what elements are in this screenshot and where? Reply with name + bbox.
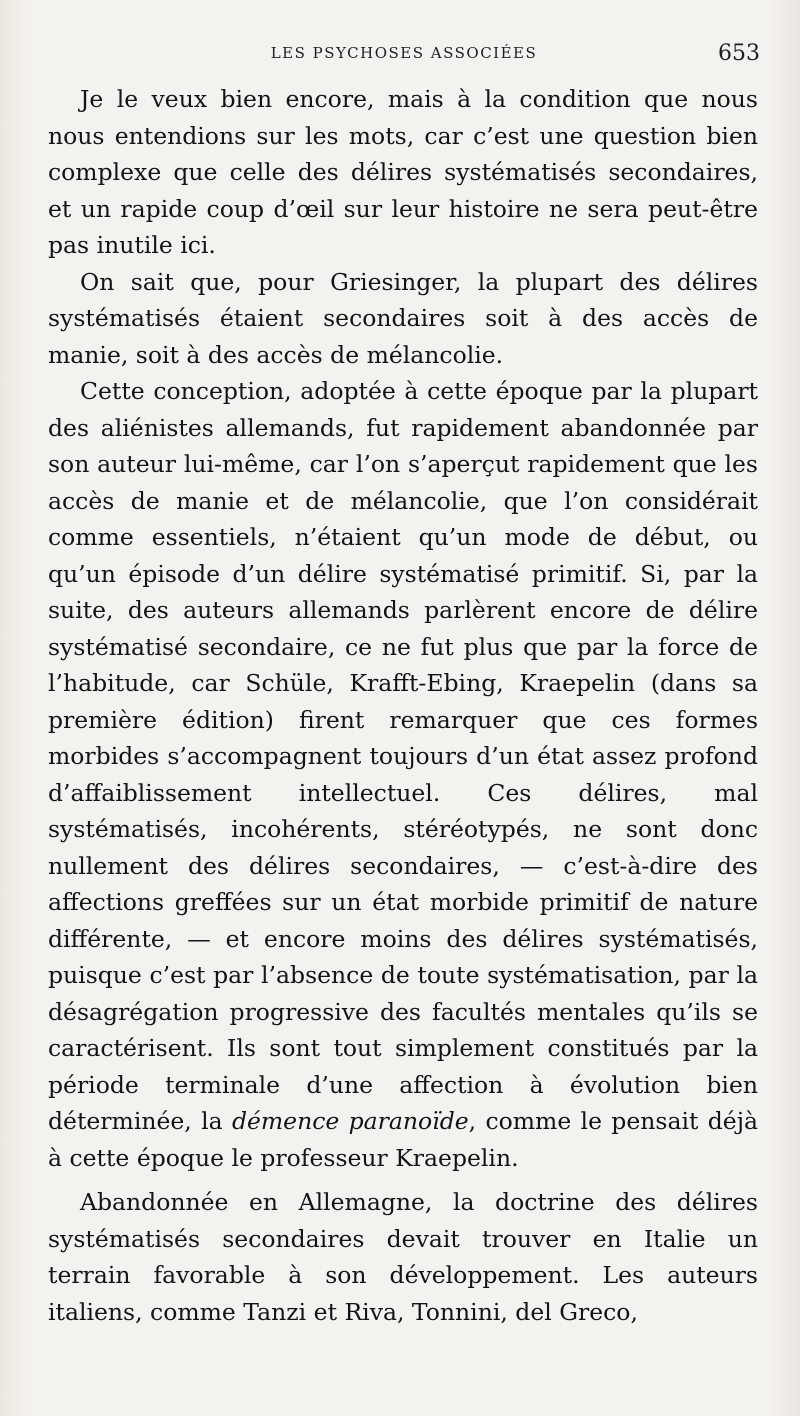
body-text bbox=[48, 81, 758, 1330]
paragraph-3 bbox=[48, 373, 758, 1176]
paragraph-3-italic-term: démence paranoïde bbox=[231, 1107, 469, 1135]
running-title: LES PSYCHOSES ASSOCIÉES bbox=[270, 44, 538, 62]
paragraph-3-text-after: , comme le pensait déjà à cette époque le professeur Kraepelin. bbox=[48, 1107, 758, 1172]
paragraph-3-text-before: Cette conception, adoptée à cette époque par la plupart des aliénistes allemands, fut rapidement abandonnée par son auteur lui-même, car l’on s’aperçut rapidement que les accès de manie et de mélancolie, que l’on considérait comme essentiels, n’étaient qu’un mode de début, ou qu’un épisode d’un délire systématisé primitif. Si, par la suite, des auteurs allemands parlèrent encore de délire systématisé secondaire, ce ne fut plus que par la force de l’habitude, car Schüle, Krafft-Ebing, Kraepelin (dans sa première édition) firent remarquer que ces formes morbides s’accompagnent toujours d’un état assez profond d’affaiblissement intellectuel. Ces délires, mal systématisés, incohérents, stéréotypés, ne sont donc nullement des délires secondaires, — c’est-à-dire des affections greffées sur un état morbide primitif de nature différente, — et encore moins des délires systématisés, puisque c’est par l’absence de toute systématisation, par la désagrégation progressive des facultés mentales qu’ils se caractérisent. Ils sont tout simplement constitués par la période terminale d’une affection à évolution bien déterminée, la bbox=[48, 377, 758, 1135]
paragraph-1: Je le veux bien encore, mais à la condition que nous nous entendions sur les mots, car c’est une question bien complexe que celle des délires systématisés secondaires, et un rapide coup d’œil sur leur histoire ne sera peut-être pas inutile ici. bbox=[48, 85, 758, 259]
paragraph-4: Abandonnée en Allemagne, la doctrine des délires systématisés secondaires devait trouver en Italie un terrain favorable à son développement. Les auteurs italiens, comme Tanzi et Riva, Tonnini, del Greco, bbox=[48, 1188, 758, 1326]
page-number: 653 bbox=[718, 41, 760, 66]
paragraph-2: On sait que, pour Griesinger, la plupart des délires systématisés étaient secondaires soit à des accès de manie, soit à des accès de mélancolie. bbox=[48, 267, 758, 369]
page-header bbox=[48, 41, 760, 74]
